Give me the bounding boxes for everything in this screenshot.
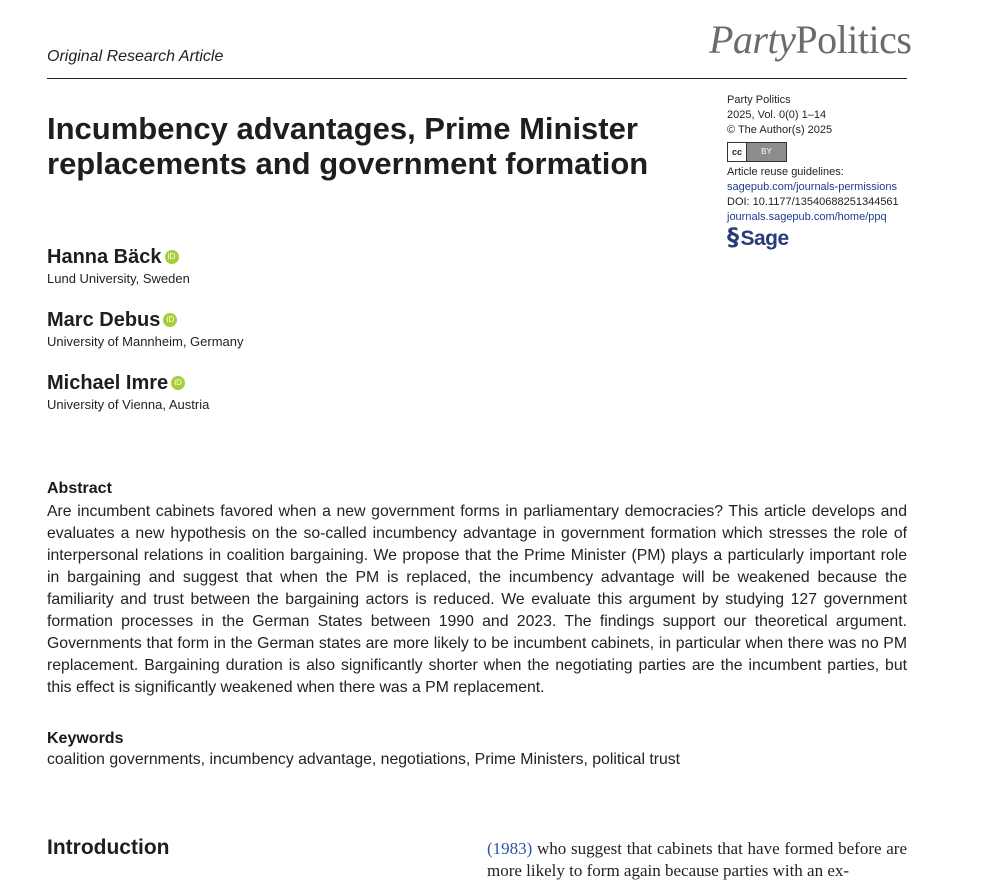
author-block-1 — [47, 246, 190, 286]
author-name: Hanna Bäck — [47, 246, 162, 268]
journal-logo-part1: Party — [709, 17, 796, 62]
meta-copyright: © The Author(s) 2025 — [727, 124, 833, 136]
abstract-heading: Abstract — [47, 480, 112, 497]
article-meta — [727, 93, 899, 251]
author-affiliation: University of Vienna, Austria — [47, 397, 210, 412]
author-affiliation: University of Mannheim, Germany — [47, 334, 244, 349]
meta-journal: Party Politics — [727, 94, 791, 106]
sage-logo[interactable] — [727, 223, 899, 251]
meta-volume: 2025, Vol. 0(0) 1–14 — [727, 109, 827, 121]
author-block-2 — [47, 309, 244, 349]
author-block-3 — [47, 372, 209, 412]
orcid-icon[interactable]: iD — [171, 376, 185, 390]
abstract-text: Are incumbent cabinets favored when a new government forms in parliamentary democracies? This article develops and evaluates a new hypothesis on the so-called incumbency advantage in government formation which stresses the role of interpersonal relations in coalition bargaining. We propose that the Prime Minister (PM) plays a particularly important role in bargaining and suggest that when the PM is replaced, the incumbency advantage will be weakened because the familiarity and trust between the bargaining actors is reduced. We evaluate this argument by studying 127 government formation processes in the German States between 1990 and 2023. The findings support our theoretical argument. Governments that form in the German states are more likely to be incumbent cabinets, in particular when there was no PM replacement. Bargaining duration is also significantly shorter when the negotiating parties are the incumbent parties, but this effect is significantly weakened when there was a PM replacement. — [47, 503, 907, 696]
keywords-text: coalition governments, incumbency advantage, negotiations, Prime Ministers, political trust — [47, 751, 681, 768]
sage-logo-text: Sage — [740, 227, 789, 250]
journal-home-link[interactable]: journals.sagepub.com/home/ppq — [727, 211, 887, 223]
author-affiliation: Lund University, Sweden — [47, 271, 190, 286]
reuse-guidelines-link[interactable]: sagepub.com/journals-permissions — [727, 181, 897, 193]
cc-icon: cc — [728, 143, 747, 161]
article-type-label: Original Research Article — [47, 48, 224, 65]
introduction-heading: Introduction — [47, 836, 170, 859]
keywords-heading: Keywords — [47, 730, 124, 747]
orcid-icon[interactable]: iD — [165, 250, 179, 264]
body-right-column — [487, 838, 907, 882]
orcid-icon[interactable]: iD — [163, 313, 177, 327]
by-icon: BY — [747, 143, 786, 161]
author-name: Marc Debus — [47, 309, 161, 331]
cc-by-license-badge[interactable] — [727, 142, 787, 162]
meta-reuse-label: Article reuse guidelines: — [727, 166, 844, 178]
citation-link[interactable]: (1983) — [487, 839, 533, 858]
author-name: Michael Imre — [47, 372, 169, 394]
article-title: Incumbency advantages, Prime Minister replacements and government formation — [47, 111, 649, 181]
meta-doi[interactable]: DOI: 10.1177/13540688251344561 — [727, 196, 899, 208]
header-divider — [47, 78, 907, 79]
journal-logo — [709, 16, 911, 63]
journal-logo-part2: Politics — [795, 17, 912, 62]
body-right-text: who suggest that cabinets that have formed before are more likely to form again because parties with an ex- — [487, 839, 907, 880]
sage-s-icon: § — [727, 223, 739, 251]
